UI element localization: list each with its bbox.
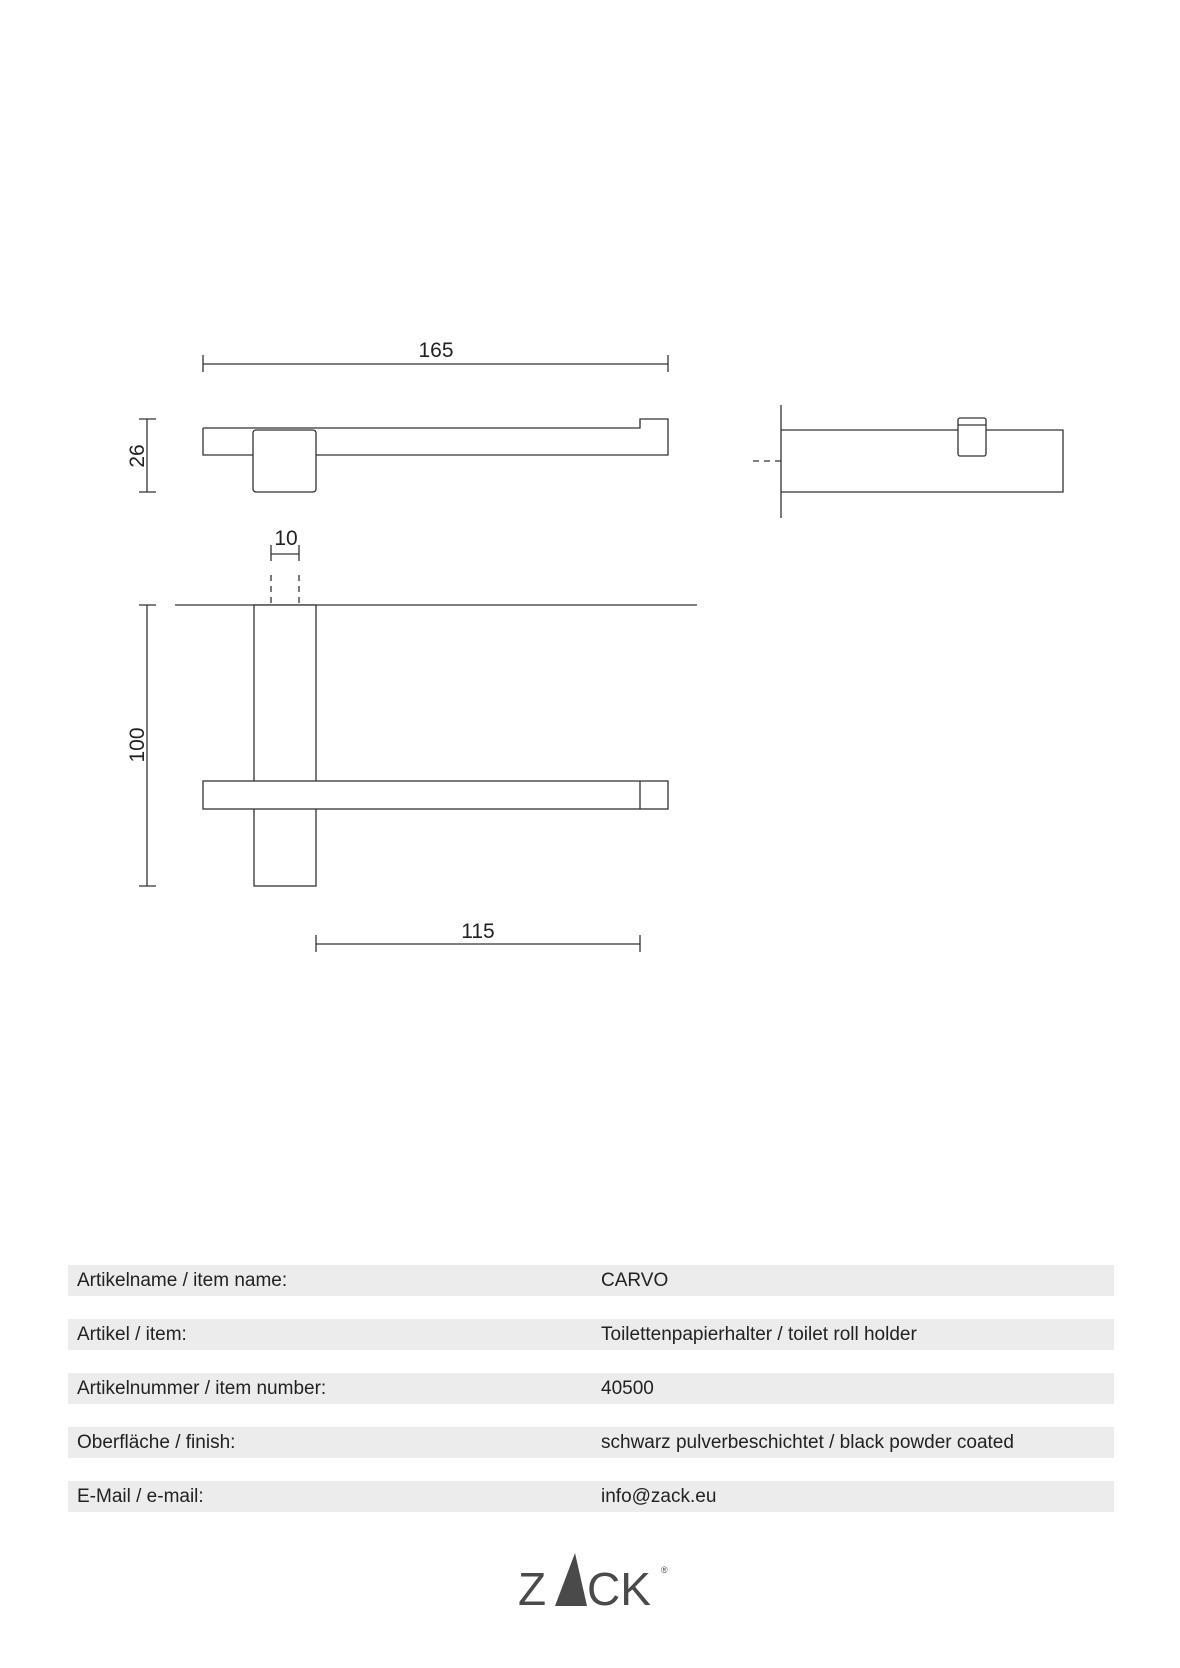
dimension-top-length [203, 339, 668, 372]
dimension-gap [271, 527, 299, 605]
spec-value: Toilettenpapierhalter / toilet roll holder [601, 1324, 917, 1345]
top-view [203, 419, 668, 492]
dimension-height [126, 419, 156, 492]
spec-label: Artikel / item: [77, 1324, 187, 1345]
dimension-label-top-length: 165 [418, 339, 454, 362]
spec-label: Artikelnummer / item number: [77, 1378, 327, 1399]
spec-row-item-name [68, 1265, 1114, 1296]
dimension-label-depth: 100 [126, 727, 149, 763]
svg-text:Z: Z [518, 1563, 547, 1613]
spec-label: Oberfläche / finish: [77, 1432, 236, 1453]
side-view [753, 405, 1063, 518]
spec-value: 40500 [601, 1378, 654, 1399]
spec-row-item-number [68, 1373, 1114, 1404]
spec-value: schwarz pulverbeschichtet / black powder coated [601, 1432, 1014, 1453]
zack-logo [515, 1545, 675, 1613]
spec-row-finish [68, 1427, 1114, 1458]
spec-label: Artikelname / item name: [77, 1270, 288, 1291]
spec-row-item [68, 1319, 1114, 1350]
dimension-depth [126, 605, 156, 886]
front-view [175, 605, 697, 886]
spec-label: E-Mail / e-mail: [77, 1486, 204, 1507]
spec-row-email [68, 1481, 1114, 1512]
svg-text:CK: CK [587, 1563, 651, 1613]
spec-value: CARVO [601, 1270, 669, 1291]
spec-table [68, 1265, 1114, 1535]
dimension-label-bar-length: 115 [461, 920, 495, 943]
dimension-bar-length [316, 920, 640, 952]
dimension-label-gap: 10 [274, 527, 298, 550]
dimension-label-height: 26 [126, 444, 149, 468]
spec-value[interactable]: info@zack.eu [601, 1486, 717, 1507]
svg-text:®: ® [661, 1565, 668, 1575]
